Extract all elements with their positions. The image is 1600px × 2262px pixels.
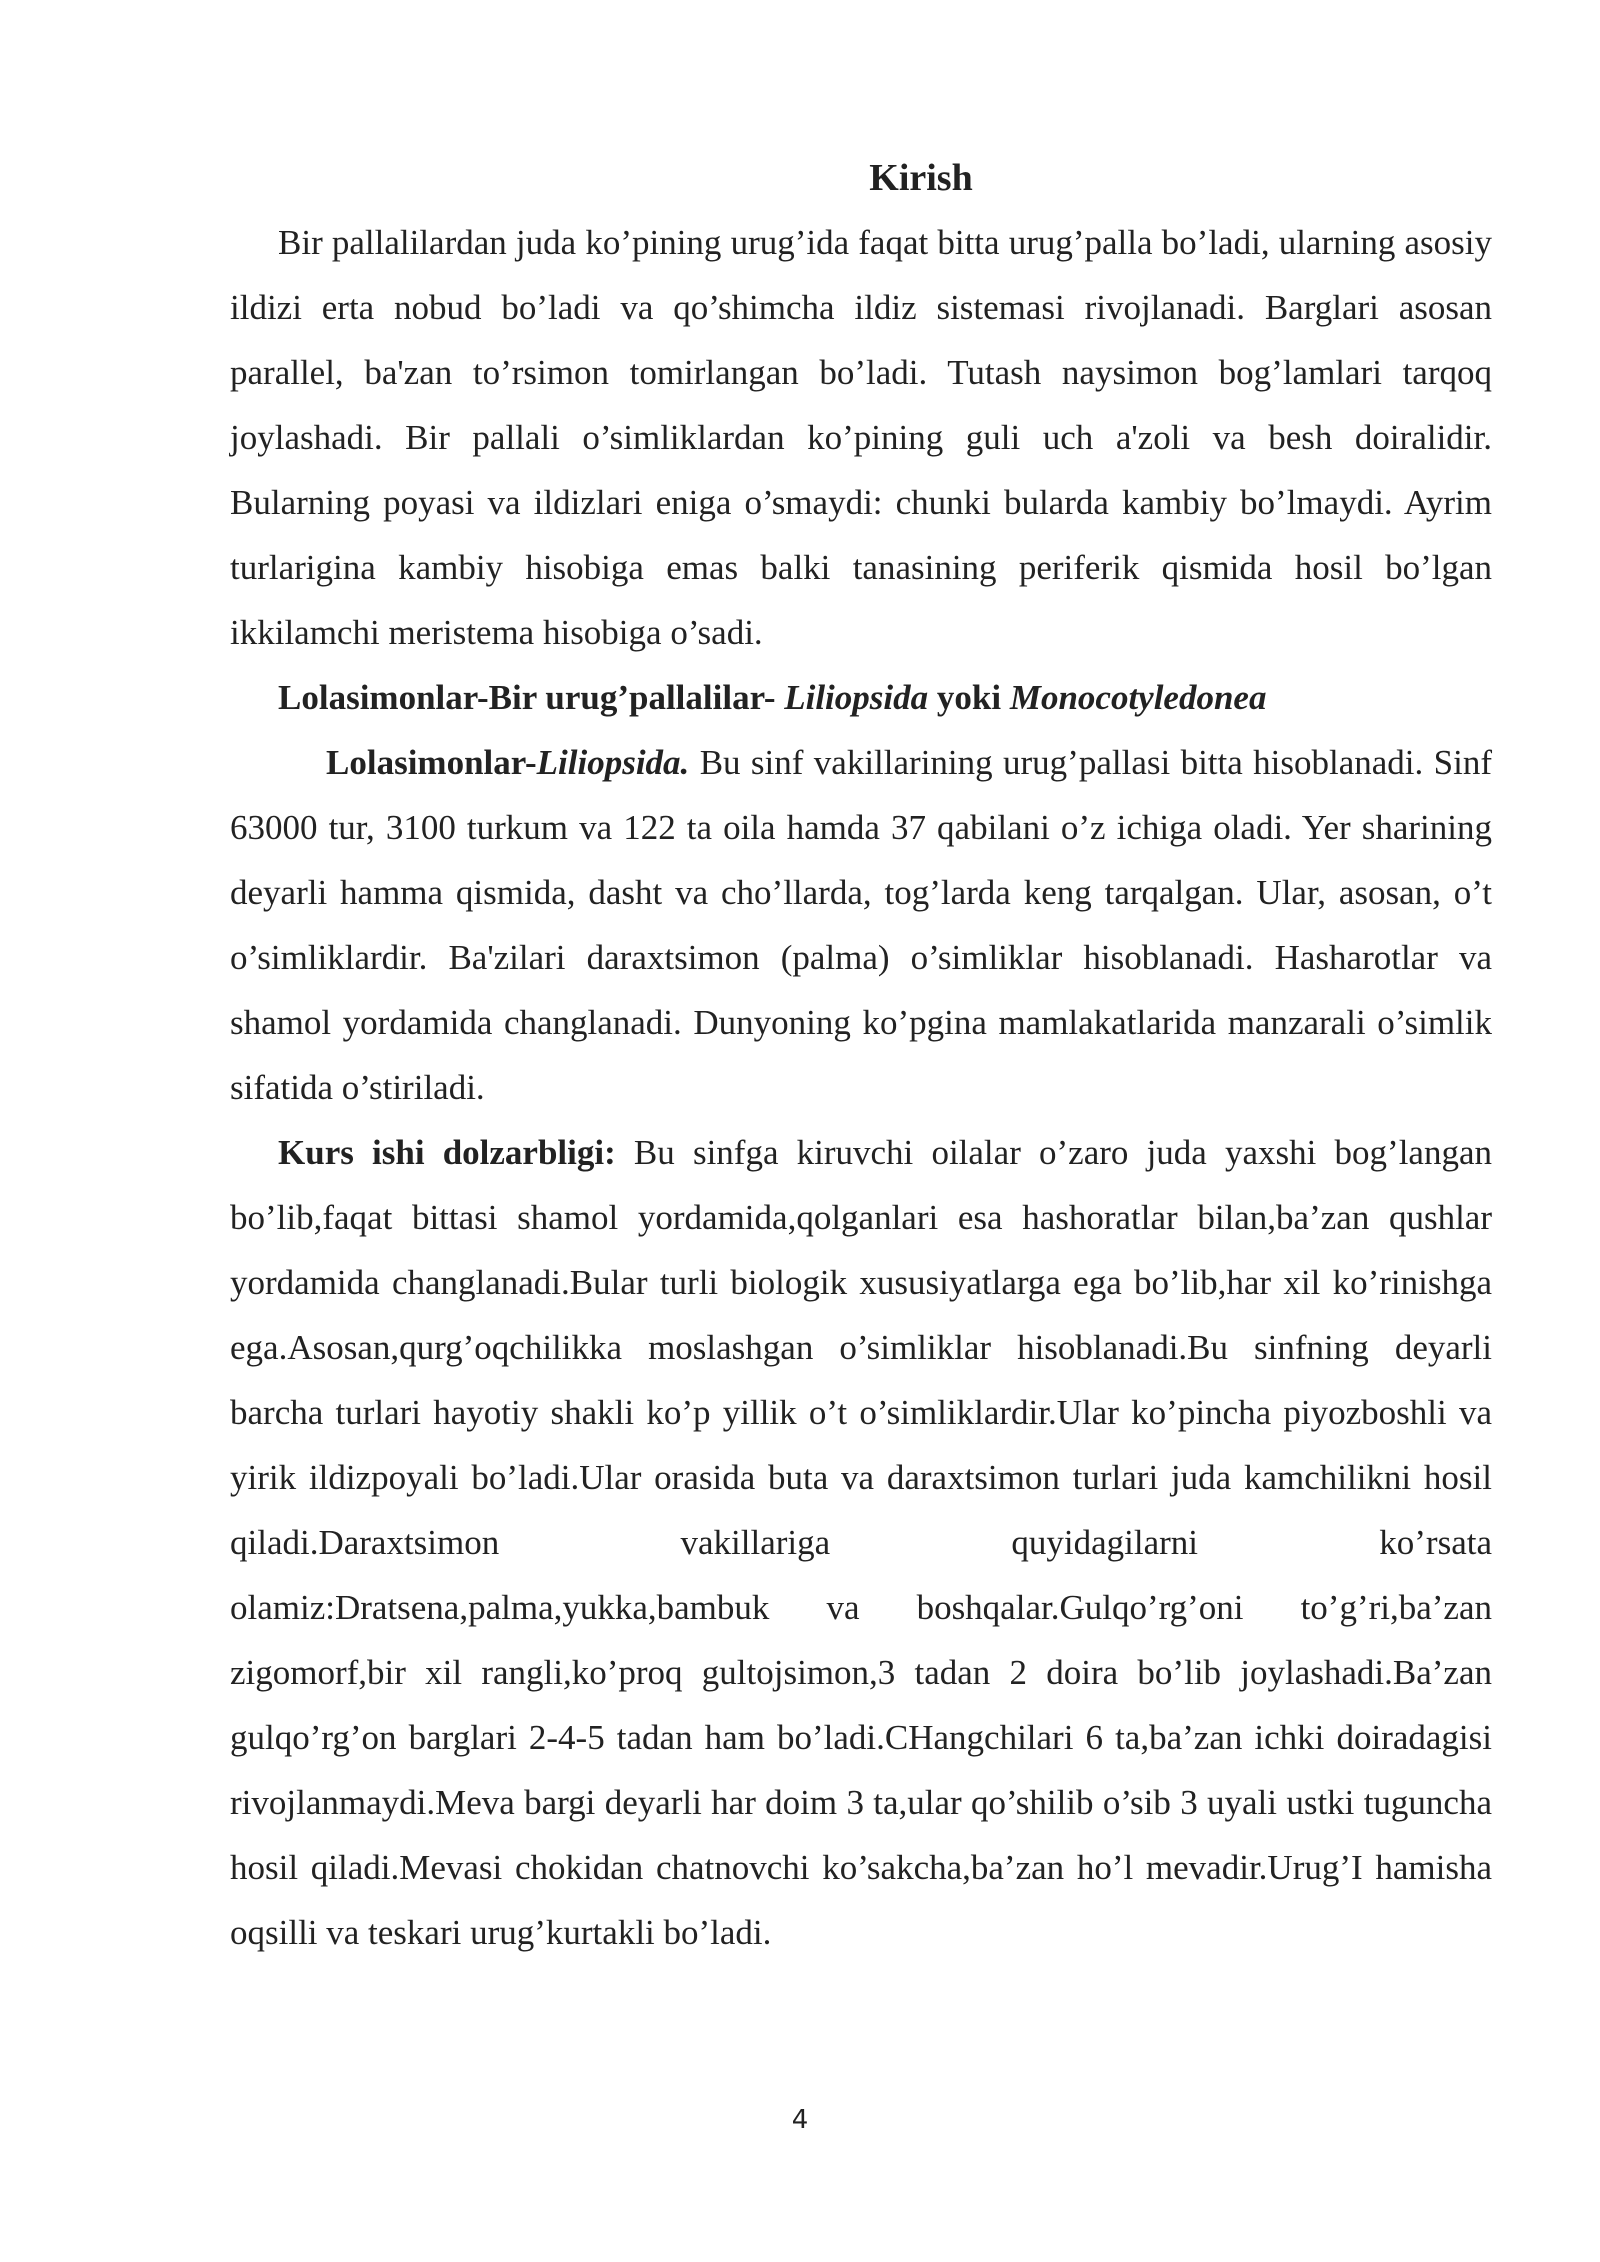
intro-paragraph: Bir pallalilardan juda ko’pining urug’ida faqat bitta urug’palla bo’ladi, ularning asosiy ildizi erta nobud bo’ladi va qo’shimcha ildiz sistemasi rivojlanadi. Barglari asosan parallel, ba'zan to’rsimon tomirlangan bo’ladi. Tutash naysimon bog’lamlari tarqoq joylashadi. Bir pallali o’simliklardan ko’pining guli uch a'zoli va besh doiralidir. Bularning poyasi va ildizlari eniga o’smaydi: chunki bularda kambiy bo’lmaydi. Ayrim turlarigina kambiy hisobiga emas balki tanasining periferik qismida hosil bo’lgan ikkilamchi meristema hisobiga o’sadi. (230, 223, 1492, 652)
para3-lead-bold: Kurs ishi dolzarbligi: (278, 1133, 616, 1172)
para2-text: Bu sinf vakillarining urug’pallasi bitta hisoblanadi. Sinf 63000 tur, 3100 turkum va 122 ta oila hamda 37 qabilani o’z ichiga oladi. Yer sharining deyarli hamma qismida, dasht va cho’llarda, tog’larda keng tarqalgan. Ular, asosan, o’t o’simliklardir. Ba'zilari daraxtsimon (palma) o’simliklar hisoblanadi. Hasharotlar va shamol yordamida changlanadi. Dunyoning ko’pgina mamlakatlarida manzarali o’simlik sifatida o’stiriladi. (230, 743, 1492, 1107)
para2-lead-italic: Liliopsida. (536, 743, 690, 782)
heading-latin-1: Liliopsida (784, 678, 929, 717)
relevance-paragraph (230, 1120, 1492, 1965)
para2-lead-bold: Lolasimonlar- (326, 743, 537, 782)
section-heading (230, 665, 1492, 730)
heading-latin-2: Monocotyledonea (1009, 678, 1267, 717)
document-page (230, 150, 1492, 1965)
page-title: Kirish (869, 157, 973, 199)
para3-text: Bu sinfga kiruvchi oilalar o’zaro juda yaxshi bog’langan bo’lib,faqat bittasi shamol yordamida,qolganlari esa hashoratlar bilan,ba’zan qushlar yordamida changlanadi.Bular turli biologik xususiyatlarga ega bo’lib,har xil ko’rinishga ega.Asosan,qurg’oqchilikka moslashgan o’simliklar hisoblanadi.Bu sinfning deyarli barcha turlari hayotiy shakli ko’p yillik o’t o’simliklardir.Ular ko’pincha piyozboshli va yirik ildizpoyali bo’ladi.Ular orasida buta va daraxtsimon turlari juda kamchilikni hosil qiladi.Daraxtsimon vakillariga quyidagilarni ko’rsata olamiz:Dratsena,palma,yukka,bambuk va boshqalar.Gulqo’rg’oni to’g’ri,ba’zan zigomorf,bir xil rangli,ko’proq gultojsimon,3 tadan 2 doira bo’lib joylashadi.Ba’zan gulqo’rg’on barglari 2-4-5 tadan ham bo’ladi.CHangchilari 6 ta,ba’zan ichki doiradagisi rivojlanmaydi.Meva bargi deyarli har doim 3 ta,ular qo’shilib o’sib 3 uyali ustki tuguncha hosil qiladi.Mevasi chokidan chatnovchi ko’sakcha,ba’zan ho’l mevadir.Urug’I hamisha oqsilli va teskari urug’kurtakli bo’ladi. (230, 1133, 1492, 1952)
class-description-paragraph (230, 730, 1492, 1120)
heading-part-1: Lolasimonlar-Bir urug’pallalilar- (278, 678, 785, 717)
heading-part-3: yoki (928, 678, 1010, 717)
page-number: 4 (791, 2105, 809, 2135)
